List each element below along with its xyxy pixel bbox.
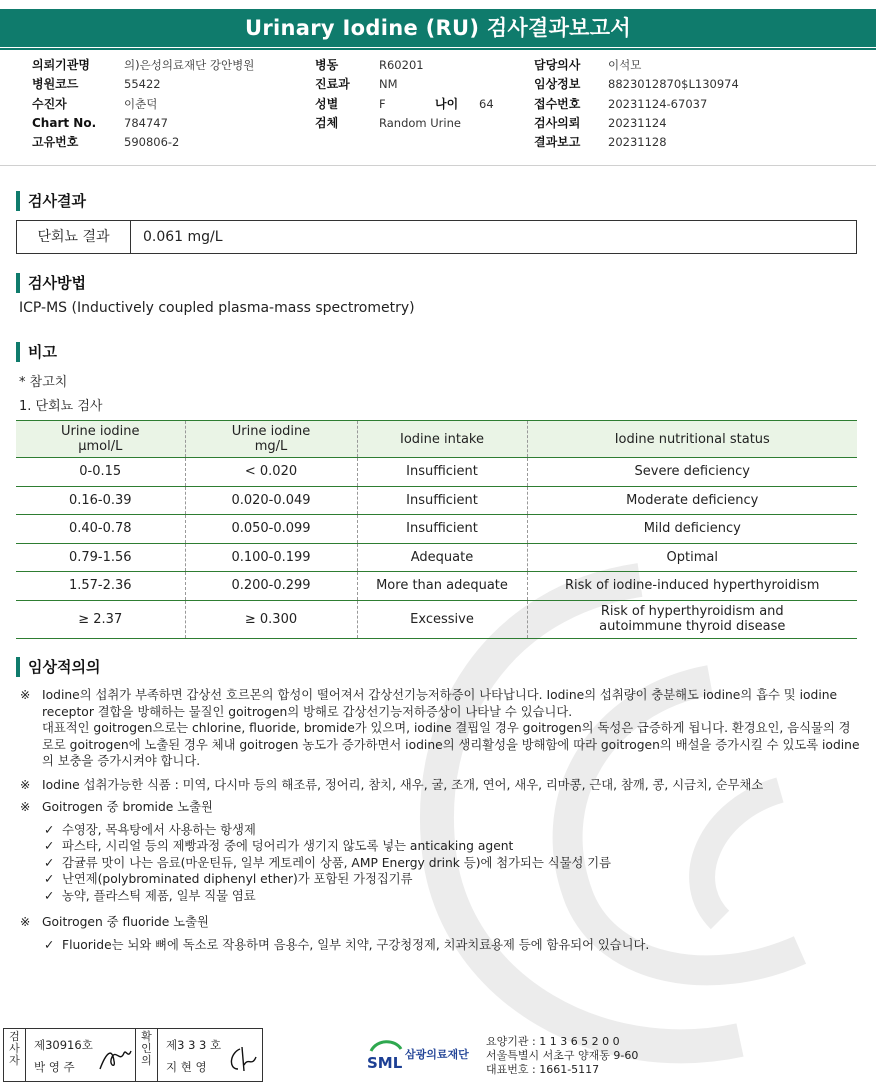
result-value: 0.061 mg/L	[143, 229, 223, 245]
table-row: 0.40-0.78 0.050-0.099 Insufficient Mild deficiency	[16, 515, 857, 544]
sml-logo	[365, 1033, 490, 1077]
header-field: 검체 Random Urine	[315, 115, 461, 130]
list-item: ✓ 감귤류 맛이 나는 음료(마운틴듀, 일부 게토레이 상품, AMP Energy drink 등)에 첨가되는 식물성 기름	[44, 855, 612, 870]
table-row: ≥ 2.37 ≥ 0.300 Excessive Risk of hyperthyroidism and autoimmune thyroid disease	[16, 600, 857, 638]
note-mark: ※	[20, 777, 31, 792]
clinical-paragraph: ※ Iodine의 섭취가 부족하면 갑상선 호르몬의 합성이 떨어져서 갑상선기능저하증이 나타납니다. Iodine의 섭취량이 충분해도 iodine의 흡수 및 iodine receptor 결합을 방해하는 물질인 goitrogen의 방해로 갑상선기능저하증상이 나타날 수 있습니다. 대표적인 goitrogen으로는 chlorine, fluoride, bromide가 있으며, iodine 결핍일 경우 goitrogen의 독성은 급증하게 됩니다. 환경요인, 음식물의 경로로 goitrogen에 노출된 경우 체내 goitrogen 농도가 증가하면서 iodine의 생리활성을 방해함에 따라 goitrogen의 배설을 증가시킬 수 있도록 iodine의 보충을 증가시켜야 합니다.	[20, 688, 860, 768]
sml-logo-icon	[365, 1035, 405, 1075]
table-header: Iodine nutritional status	[527, 421, 857, 458]
fluoride-list	[20, 937, 860, 954]
method-text: ICP-MS (Inductively coupled plasma-mass spectrometry)	[19, 300, 415, 316]
check-icon: ✓	[44, 937, 55, 952]
list-item: ✓ Fluoride는 뇌와 뼈에 독소로 작용하며 음용수, 일부 치약, 구강청정제, 치과치료용제 등에 함유되어 있습니다.	[44, 937, 650, 952]
note-mark: ※	[20, 915, 31, 929]
check-icon: ✓	[44, 822, 55, 837]
result-label: 단회뇨 결과	[17, 221, 131, 253]
table-row: 1.57-2.36 0.200-0.299 More than adequate Risk of iodine-induced hyperthyroidism	[16, 572, 857, 601]
header-field: 성별 F 나이 64	[315, 95, 494, 114]
header-field: 의뢰기관명 의)은성의료재단 강안병원	[32, 58, 255, 72]
check-icon: ✓	[44, 872, 55, 886]
header-col-1	[32, 56, 254, 152]
header-field: 담당의사 이석모	[534, 58, 642, 72]
age-label: 나이	[435, 96, 459, 111]
check-icon: ✓	[44, 888, 55, 903]
result-section-title: 검사결과	[16, 191, 86, 211]
sml-logo-abbr: SML	[367, 1054, 403, 1072]
header-field: 병원코드 55422	[32, 77, 161, 92]
checker-name: 박 영 주	[34, 1060, 75, 1074]
confirm-label: 확 인 의	[136, 1029, 158, 1081]
clinical-significance	[20, 687, 860, 953]
confirm-cell	[158, 1029, 262, 1081]
table-row: 0.16-0.39 0.020-0.049 Insufficient Moderate deficiency	[16, 486, 857, 515]
sml-logo-text: 삼광의료재단	[405, 1048, 469, 1061]
table-header: Urine iodine μmol/L	[16, 421, 185, 458]
bromide-title: ※ Goitrogen 중 bromide 노출원	[20, 800, 213, 814]
clinical-paragraph: ※ Iodine 섭취가능한 식품 : 미역, 다시마 등의 해조류, 정어리, 참치, 새우, 굴, 조개, 연어, 새우, 리마콩, 근대, 참깨, 콩, 시금치, 순무채소	[20, 777, 764, 792]
list-item: ✓ 수영장, 목욕탕에서 사용하는 항생제	[44, 822, 256, 837]
list-item: ✓ 농약, 플라스틱 제품, 일부 직물 염료	[44, 888, 256, 903]
title-divider	[0, 48, 876, 50]
header-field: 수진자 이춘덕	[32, 96, 158, 111]
check-icon: ✓	[44, 855, 55, 870]
check-icon: ✓	[44, 839, 55, 853]
table-header: Urine iodine mg/L	[185, 421, 357, 458]
result-box	[16, 220, 857, 254]
header-field: 결과보고 20231128	[534, 135, 667, 150]
header-field: 접수번호 20231124-67037	[534, 96, 708, 111]
header-separator	[0, 165, 876, 166]
header-field: 진료과 NM	[315, 77, 398, 92]
checker-license-no: 제30916호	[34, 1038, 93, 1052]
patient-info-header	[0, 52, 876, 152]
reference-table	[16, 420, 857, 639]
header-field: Chart No. 784747	[32, 115, 168, 130]
table-row: 0.79-1.56 0.100-0.199 Adequate Optimal	[16, 543, 857, 572]
checker-cell	[26, 1029, 136, 1081]
checker-label: 검 사 자	[4, 1029, 26, 1081]
method-section-title: 검사방법	[16, 273, 86, 293]
fluoride-title: ※ Goitrogen 중 fluoride 노출원	[20, 915, 209, 929]
reference-label: * 참고치	[19, 375, 68, 390]
header-field: 고유번호 590806-2	[32, 135, 180, 150]
header-col-3	[534, 56, 739, 152]
confirm-name: 지 현 영	[166, 1060, 207, 1074]
confirm-signature-icon	[226, 1043, 260, 1075]
header-col-2	[315, 56, 494, 133]
spot-urine-label: 1. 단회뇨 검사	[19, 399, 103, 414]
header-field: 임상정보 8823012870$L130974	[534, 77, 739, 92]
note-mark: ※	[20, 800, 31, 814]
header-field: 병동 R60201	[315, 58, 424, 72]
organization-info: 요양기관 : 1 1 3 6 5 2 0 0 서울특별시 서초구 양재동 9-60 대표번호 : 1661-5117	[486, 1035, 639, 1076]
report-footer	[0, 1025, 876, 1087]
signature-box	[3, 1028, 263, 1082]
report-title: Urinary Iodine (RU) 검사결과보고서	[0, 9, 876, 47]
list-item: ✓ 파스타, 시리얼 등의 제빵과정 중에 덩어리가 생기지 않도록 넣는 anticaking agent	[44, 839, 514, 853]
table-header-row	[16, 421, 857, 458]
bromide-list	[20, 822, 860, 905]
header-field: 검사의뢰 20231124	[534, 115, 667, 130]
clinical-section-title: 임상적의의	[16, 657, 100, 677]
checker-signature-icon	[98, 1043, 132, 1075]
remarks-section-title: 비고	[16, 342, 57, 362]
confirm-license-no: 제3 3 3 호	[166, 1038, 222, 1052]
list-item: ✓ 난연제(polybrominated diphenyl ether)가 포함된 가정집기류	[44, 872, 413, 886]
table-header: Iodine intake	[357, 421, 527, 458]
note-mark: ※	[20, 688, 31, 702]
age-value: 64	[479, 96, 494, 111]
table-row: 0-0.15 < 0.020 Insufficient Severe deficiency	[16, 458, 857, 487]
